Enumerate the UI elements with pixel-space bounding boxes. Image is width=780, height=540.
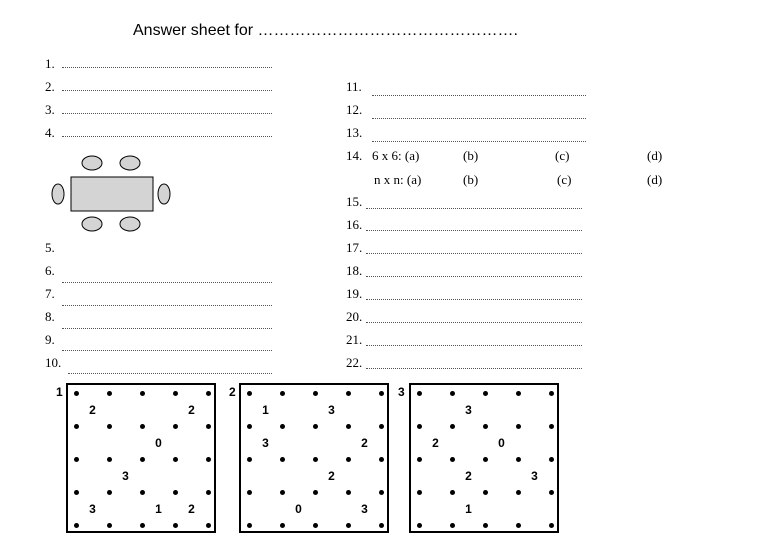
answer-line-9[interactable] xyxy=(62,350,272,351)
grid-dot xyxy=(483,490,488,495)
chair xyxy=(120,217,140,231)
grid-dot xyxy=(379,490,384,495)
grid-dot xyxy=(173,424,178,429)
grid-dot xyxy=(74,490,79,495)
item-number: 19. xyxy=(346,286,363,301)
grid-clue: 2 xyxy=(361,435,368,450)
answer-line-20[interactable] xyxy=(366,322,582,323)
answer-line-17[interactable] xyxy=(366,253,582,254)
grid-dot xyxy=(483,424,488,429)
grid-dot xyxy=(346,490,351,495)
puzzle-grid-1[interactable] xyxy=(66,383,216,533)
grid-clue: 2 xyxy=(89,402,96,417)
table xyxy=(71,177,153,211)
grid-dot xyxy=(516,523,521,528)
grid-dot xyxy=(206,391,211,396)
grid-dot xyxy=(313,523,318,528)
grid-clue: 3 xyxy=(122,468,129,483)
item-number: 17. xyxy=(346,240,363,255)
chair xyxy=(52,184,64,204)
grid-dot xyxy=(313,457,318,462)
grid-clue: 3 xyxy=(361,501,368,516)
grid-dot xyxy=(206,424,211,429)
grid-dot xyxy=(346,523,351,528)
answer-line-4[interactable] xyxy=(62,136,272,137)
item-number: 1. xyxy=(45,56,55,71)
chair xyxy=(82,217,102,231)
grid-dot xyxy=(346,457,351,462)
grid-dot xyxy=(280,391,285,396)
item-number: 6. xyxy=(45,263,55,278)
q14-6x6-option-a: 6 x 6: (a) xyxy=(372,148,420,163)
q14-nxn-option-b: (b) xyxy=(463,172,479,187)
grid-dot xyxy=(549,523,554,528)
grid-dot xyxy=(549,391,554,396)
grid-dot xyxy=(74,391,79,396)
grid-dot xyxy=(313,424,318,429)
grid-dot xyxy=(379,391,384,396)
item-number: 3. xyxy=(45,102,55,117)
grid-clue: 2 xyxy=(188,402,195,417)
puzzle-grid-3[interactable] xyxy=(409,383,559,533)
grid-dot xyxy=(483,457,488,462)
puzzle-grid-2[interactable] xyxy=(239,383,389,533)
answer-line-2[interactable] xyxy=(62,90,272,91)
answer-line-11[interactable] xyxy=(372,95,586,96)
grid-dot xyxy=(206,490,211,495)
grid-dot xyxy=(379,523,384,528)
answer-line-3[interactable] xyxy=(62,113,272,114)
item-number: 11. xyxy=(346,79,362,94)
grid-dot xyxy=(346,391,351,396)
grid-dot xyxy=(107,523,112,528)
q14-6x6-option-d: (d) xyxy=(647,148,663,163)
item-number: 20. xyxy=(346,309,363,324)
grid-dot xyxy=(206,523,211,528)
grid-dot xyxy=(74,523,79,528)
grid-dot xyxy=(516,391,521,396)
grid-dot xyxy=(107,391,112,396)
item-number: 16. xyxy=(346,217,363,232)
grid-dot xyxy=(247,424,252,429)
item-number: 10. xyxy=(45,355,62,370)
grid-dot xyxy=(280,457,285,462)
grid-dot xyxy=(107,457,112,462)
chair xyxy=(120,156,140,170)
grid-label: 2 xyxy=(229,385,236,399)
grid-dot xyxy=(313,391,318,396)
grid-dot xyxy=(417,523,422,528)
answer-line-1[interactable] xyxy=(62,67,272,68)
grid-clue: 0 xyxy=(498,435,505,450)
grid-dot xyxy=(379,457,384,462)
grid-dot xyxy=(140,424,145,429)
q14-nxn-option-c: (c) xyxy=(557,172,572,187)
grid-label: 3 xyxy=(398,385,405,399)
grid-dot xyxy=(280,490,285,495)
answer-line-15[interactable] xyxy=(366,208,582,209)
grid-dot xyxy=(450,457,455,462)
grid-dot xyxy=(483,523,488,528)
grid-dot xyxy=(450,424,455,429)
grid-dot xyxy=(346,424,351,429)
item-number: 14. xyxy=(346,148,363,163)
answer-line-6[interactable] xyxy=(62,282,272,283)
item-number: 7. xyxy=(45,286,55,301)
item-number: 5. xyxy=(45,240,55,255)
grid-dot xyxy=(313,490,318,495)
grid-dot xyxy=(516,490,521,495)
grid-clue: 3 xyxy=(465,402,472,417)
item-number: 9. xyxy=(45,332,55,347)
answer-line-19[interactable] xyxy=(366,299,582,300)
grid-dot xyxy=(74,424,79,429)
answer-line-10[interactable] xyxy=(68,373,272,374)
grid-clue: 2 xyxy=(188,501,195,516)
item-number: 13. xyxy=(346,125,363,140)
grid-dot xyxy=(417,490,422,495)
answer-line-8[interactable] xyxy=(62,328,272,329)
grid-dot xyxy=(107,424,112,429)
page-title: Answer sheet for …………………………………………. xyxy=(133,22,518,39)
grid-dot xyxy=(140,457,145,462)
answer-line-16[interactable] xyxy=(366,230,582,231)
item-number: 22. xyxy=(346,355,363,370)
grid-dot xyxy=(247,490,252,495)
grid-dot xyxy=(280,424,285,429)
grid-clue: 1 xyxy=(262,402,269,417)
grid-dot xyxy=(140,391,145,396)
grid-dot xyxy=(280,523,285,528)
grid-clue: 0 xyxy=(155,435,162,450)
grid-dot xyxy=(516,424,521,429)
grid-dot xyxy=(173,523,178,528)
grid-dot xyxy=(247,457,252,462)
grid-clue: 0 xyxy=(295,501,302,516)
grid-dot xyxy=(417,457,422,462)
grid-dot xyxy=(483,391,488,396)
grid-clue: 2 xyxy=(465,468,472,483)
answer-line-13[interactable] xyxy=(372,141,586,142)
q14-nxn-option-a: n x n: (a) xyxy=(374,172,422,187)
grid-dot xyxy=(247,391,252,396)
grid-dot xyxy=(140,490,145,495)
table-chairs-diagram xyxy=(45,150,185,236)
q14-6x6-option-c: (c) xyxy=(555,148,570,163)
grid-clue: 3 xyxy=(531,468,538,483)
grid-dot xyxy=(450,490,455,495)
q14-nxn-option-d: (d) xyxy=(647,172,663,187)
grid-dot xyxy=(173,391,178,396)
grid-dot xyxy=(107,490,112,495)
item-number: 18. xyxy=(346,263,363,278)
grid-dot xyxy=(549,457,554,462)
grid-dot xyxy=(74,457,79,462)
answer-line-12[interactable] xyxy=(372,118,586,119)
grid-clue: 2 xyxy=(328,468,335,483)
grid-label: 1 xyxy=(56,385,63,399)
grid-clue: 3 xyxy=(89,501,96,516)
item-number: 2. xyxy=(45,79,55,94)
grid-clue: 2 xyxy=(432,435,439,450)
grid-dot xyxy=(549,424,554,429)
grid-dot xyxy=(417,391,422,396)
q14-6x6-option-b: (b) xyxy=(463,148,479,163)
grid-clue: 1 xyxy=(465,501,472,516)
grid-dot xyxy=(379,424,384,429)
item-number: 8. xyxy=(45,309,55,324)
answer-line-21[interactable] xyxy=(366,345,582,346)
grid-dot xyxy=(516,457,521,462)
grid-dot xyxy=(173,457,178,462)
grid-dot xyxy=(450,523,455,528)
answer-line-7[interactable] xyxy=(62,305,272,306)
grid-dot xyxy=(140,523,145,528)
grid-dot xyxy=(247,523,252,528)
chair xyxy=(158,184,170,204)
grid-dot xyxy=(450,391,455,396)
item-number: 12. xyxy=(346,102,363,117)
grid-dot xyxy=(173,490,178,495)
grid-dot xyxy=(206,457,211,462)
answer-line-22[interactable] xyxy=(366,368,582,369)
grid-clue: 3 xyxy=(262,435,269,450)
item-number: 15. xyxy=(346,194,363,209)
item-number: 4. xyxy=(45,125,55,140)
grid-dot xyxy=(417,424,422,429)
grid-dot xyxy=(549,490,554,495)
grid-clue: 3 xyxy=(328,402,335,417)
grid-clue: 1 xyxy=(155,501,162,516)
item-number: 21. xyxy=(346,332,363,347)
answer-line-18[interactable] xyxy=(366,276,582,277)
chair xyxy=(82,156,102,170)
